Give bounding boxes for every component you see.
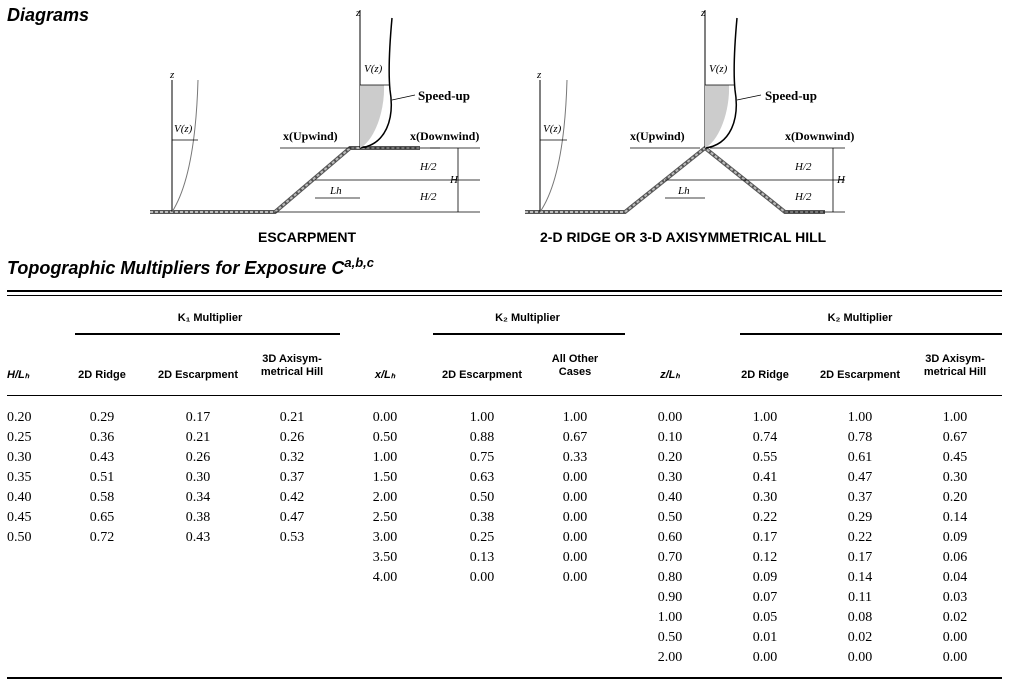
table-cell: 1.00 (942, 410, 968, 425)
table-cell: 0.09 (752, 570, 778, 585)
table-cell: 0.43 (89, 450, 115, 465)
table-cell: 1.00 (469, 410, 495, 425)
col-k1-hill (250, 408, 334, 548)
svg-text:z: z (701, 7, 706, 19)
table-cell: 0.00 (562, 490, 588, 505)
table-cell: 0.47 (279, 510, 305, 525)
table-cell: 0.61 (847, 450, 873, 465)
svg-text:z: z (537, 69, 542, 81)
k3-group-header: K₂ Multiplier (827, 312, 893, 324)
table-cell: 0.30 (7, 450, 32, 465)
table-cell: 0.09 (942, 530, 968, 545)
col-k1-esc (148, 408, 248, 548)
table-cell: 0.74 (752, 430, 778, 445)
svg-text:x(Upwind): x(Upwind) (283, 129, 338, 143)
table-cell: 3.50 (372, 550, 398, 565)
svg-text:Speed-up: Speed-up (765, 88, 818, 103)
table-cell: 0.20 (7, 410, 32, 425)
table-cell: 0.00 (562, 550, 588, 565)
table-cell: 1.00 (372, 450, 398, 465)
table-bottom-rule (7, 677, 1002, 679)
table-cell: 0.08 (847, 610, 873, 625)
table-cell: 0.00 (942, 650, 968, 665)
svg-text:V(z): V(z) (364, 63, 383, 75)
table-cell: 0.13 (469, 550, 495, 565)
table-cell: 0.60 (657, 530, 683, 545)
table-cell: 0.53 (279, 530, 305, 545)
table-cell: 0.25 (469, 530, 495, 545)
col-header-k3-hill: 3D Axisym- metrical Hill (923, 353, 987, 378)
svg-text:x(Upwind): x(Upwind) (630, 129, 685, 143)
svg-text:H/2: H/2 (795, 161, 812, 173)
table-cell: 0.88 (469, 430, 495, 445)
table-cell: 0.33 (562, 450, 588, 465)
table-cell: 0.00 (562, 530, 588, 545)
svg-text:z: z (170, 69, 175, 81)
table-cell: 0.14 (942, 510, 968, 525)
table-cell: 1.00 (562, 410, 588, 425)
table-cell: 0.36 (89, 430, 115, 445)
table-cell: 2.00 (372, 490, 398, 505)
k2-group-header: K₂ Multiplier (495, 312, 560, 324)
col-header-k1-esc: 2D Escarpment (157, 369, 239, 381)
col-header-k1-ridge: 2D Ridge (78, 369, 126, 381)
svg-text:2-D RIDGE OR 3-D AXISYMMETRICA: 2-D RIDGE OR 3-D AXISYMMETRICAL HILL (540, 229, 827, 245)
table-cell: 0.17 (752, 530, 778, 545)
table-cell: 1.00 (752, 410, 778, 425)
table-cell: 0.29 (89, 410, 115, 425)
table-cell: 0.40 (7, 490, 32, 505)
k1-group-header: K₁ Multiplier (177, 312, 243, 324)
col-zl (645, 408, 695, 668)
table-cell: 2.00 (657, 650, 683, 665)
col-k3-ridge (733, 408, 797, 668)
table-cell: 0.34 (185, 490, 211, 505)
table-cell: 0.03 (942, 590, 968, 605)
svg-text:H/2: H/2 (795, 191, 812, 203)
col-header-xl: x/Lₕ (374, 369, 396, 381)
table-top-rule (7, 290, 1002, 292)
table-cell: 0.02 (847, 630, 873, 645)
col-header-k2-other: All Other Cases (551, 353, 599, 378)
table-cell: 0.80 (657, 570, 683, 585)
table-cell: 0.29 (847, 510, 873, 525)
table-cell: 0.22 (847, 530, 873, 545)
table-cell: 0.50 (469, 490, 495, 505)
table-cell: 0.10 (657, 430, 683, 445)
table-cell: 0.37 (847, 490, 873, 505)
table-cell: 0.45 (942, 450, 968, 465)
table-cell: 0.51 (89, 470, 115, 485)
col-header-zl: z/Lₕ (660, 369, 680, 381)
table-cell: 0.45 (7, 510, 32, 525)
table-cell: 0.38 (185, 510, 211, 525)
table-cell: 0.50 (657, 510, 683, 525)
table-cell: 0.50 (657, 630, 683, 645)
table-cell: 0.01 (752, 630, 778, 645)
svg-text:H/2: H/2 (420, 161, 437, 173)
diagrams-heading: Diagrams (7, 5, 90, 25)
table-cell: 0.63 (469, 470, 495, 485)
table-cell: 0.02 (942, 610, 968, 625)
svg-text:V(z): V(z) (543, 123, 562, 135)
table-cell: 0.67 (942, 430, 968, 445)
table-cell: 0.00 (657, 410, 683, 425)
table-cell: 0.55 (752, 450, 778, 465)
table-cell: 3.00 (372, 530, 398, 545)
table-cell: 0.75 (469, 450, 495, 465)
header-rule (7, 395, 1002, 396)
svg-text:Speed-up: Speed-up (418, 88, 471, 103)
table-cell: 0.00 (562, 570, 588, 585)
table-cell: 0.32 (279, 450, 305, 465)
topo-heading: Topographic Multipliers for Exposure C$^{a,b,c}$ (7, 255, 374, 278)
svg-text:H: H (450, 174, 458, 186)
svg-text:z: z (356, 7, 361, 19)
table-cell: 0.40 (657, 490, 683, 505)
svg-text:ESCARPMENT: ESCARPMENT (258, 229, 357, 245)
col-xl (360, 408, 410, 588)
svg-text:V(z): V(z) (709, 63, 728, 75)
table-cell: 0.12 (752, 550, 778, 565)
table-cell: 4.00 (372, 570, 398, 585)
col-k1-ridge (70, 408, 134, 548)
table-cell: 0.17 (185, 410, 211, 425)
col-k3-hill (912, 408, 998, 668)
table-cell: 0.00 (562, 510, 588, 525)
table-cell: 0.04 (942, 570, 968, 585)
table-cell: 0.17 (847, 550, 873, 565)
svg-text:H: H (837, 174, 845, 186)
table-cell: 0.58 (89, 490, 115, 505)
col-k3-esc (810, 408, 910, 668)
col-k2-esc (432, 408, 532, 588)
table-cell: 0.30 (185, 470, 211, 485)
table-cell: 0.26 (185, 450, 211, 465)
col-hl (7, 408, 32, 548)
col-header-k1-hill: 3D Axisym- metrical Hill (260, 353, 324, 378)
svg-text:x(Downwind): x(Downwind) (785, 129, 855, 143)
col-header-hl: H/Lₕ (7, 369, 30, 381)
k3-group-line (740, 333, 1002, 335)
col-header-k3-ridge: 2D Ridge (741, 369, 789, 381)
table-cell: 0.20 (657, 450, 683, 465)
table-cell: 0.07 (752, 590, 778, 605)
svg-text:Lh: Lh (330, 185, 342, 197)
table-cell: 1.50 (372, 470, 398, 485)
table-cell: 0.30 (942, 470, 968, 485)
table-cell: 0.00 (562, 470, 588, 485)
table-cell: 0.72 (89, 530, 115, 545)
table-cell: 0.30 (657, 470, 683, 485)
k2-group-line (433, 333, 625, 335)
table-cell: 0.37 (279, 470, 305, 485)
table-cell: 0.30 (752, 490, 778, 505)
col-k2-other (540, 408, 610, 588)
table-cell: 0.06 (942, 550, 968, 565)
table-cell: 0.70 (657, 550, 683, 565)
table-cell: 1.00 (847, 410, 873, 425)
svg-text:Lh: Lh (678, 185, 690, 197)
table-cell: 0.00 (469, 570, 495, 585)
table-cell: 0.41 (752, 470, 778, 485)
table-cell: 0.21 (185, 430, 211, 445)
table-cell: 0.43 (185, 530, 211, 545)
table-cell: 0.90 (657, 590, 683, 605)
table-cell: 0.47 (847, 470, 873, 485)
table-top-rule-2 (7, 295, 1002, 296)
col-header-k3-esc: 2D Escarpment (819, 369, 901, 381)
table-cell: 0.35 (7, 470, 32, 485)
table-cell: 2.50 (372, 510, 398, 525)
table-cell: 0.50 (372, 430, 398, 445)
col-header-k2-esc: 2D Escarpment (441, 369, 523, 381)
k1-group-line (75, 333, 340, 335)
table-cell: 0.00 (372, 410, 398, 425)
table-cell: 0.11 (848, 590, 872, 605)
table-cell: 0.22 (752, 510, 778, 525)
table-cell: 0.26 (279, 430, 305, 445)
table-cell: 0.67 (562, 430, 588, 445)
table-cell: 0.78 (847, 430, 873, 445)
table-cell: 0.20 (942, 490, 968, 505)
ridge-diagram (515, 0, 915, 250)
table-cell: 1.00 (657, 610, 683, 625)
table-cell: 0.42 (279, 490, 305, 505)
svg-text:x(Downwind): x(Downwind) (410, 129, 480, 143)
table-cell: 0.65 (89, 510, 115, 525)
table-cell: 0.05 (752, 610, 778, 625)
table-cell: 0.00 (942, 630, 968, 645)
table-cell: 0.00 (847, 650, 873, 665)
svg-text:H/2: H/2 (420, 191, 437, 203)
escarpment-diagram (140, 0, 500, 250)
table-cell: 0.21 (279, 410, 305, 425)
table-cell: 0.38 (469, 510, 495, 525)
svg-text:V(z): V(z) (174, 123, 193, 135)
table-cell: 0.00 (752, 650, 778, 665)
table-cell: 0.50 (7, 530, 32, 545)
table-cell: 0.25 (7, 430, 32, 445)
table-cell: 0.14 (847, 570, 873, 585)
